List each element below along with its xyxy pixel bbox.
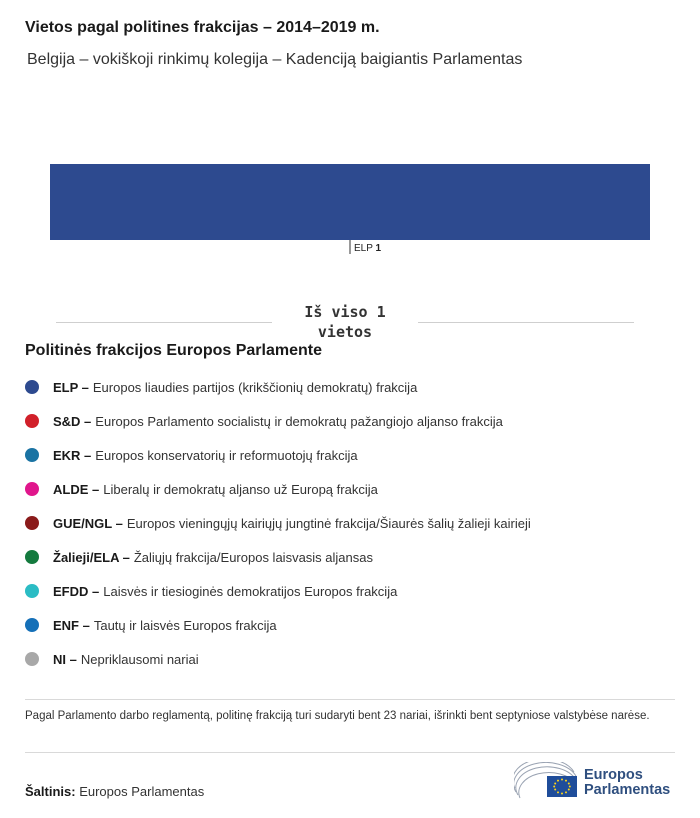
legend-dot — [25, 516, 39, 530]
logo-text — [584, 768, 670, 798]
total-seats — [272, 302, 418, 342]
total-seats-line1: Iš viso 1 — [304, 303, 386, 321]
legend-item-enf — [25, 608, 531, 642]
legend-abbr: ELP – — [53, 379, 89, 395]
legend — [25, 370, 531, 676]
source-value: Europos Parlamentas — [79, 784, 205, 799]
legend-title: Politinės frakcijos Europos Parlamente — [25, 342, 322, 359]
chart-subtitle: Belgija – vokiškoji rinkimų kolegija – Kadenciją baigiantis Parlamentas — [27, 51, 523, 68]
total-divider-right — [418, 322, 634, 323]
legend-abbr: GUE/NGL – — [53, 515, 123, 531]
legend-desc: Laisvės ir tiesioginės demokratijos Europos frakcija — [103, 583, 398, 599]
bar-label: ELP 1 — [354, 243, 382, 254]
legend-desc: Europos vieningųjų kairiųjų jungtinė frakcija/Šiaurės šalių žalieji kairieji — [126, 515, 531, 531]
source — [25, 784, 204, 799]
divider — [25, 699, 675, 700]
footnote: Pagal Parlamento darbo reglamentą, politinę frakciją turi sudaryti bent 23 nariai, išrinkti bent septyniose valstybėse narėse. — [25, 710, 650, 722]
legend-desc: Žaliųjų frakcija/Europos laisvasis aljansas — [133, 549, 373, 565]
legend-abbr: Žalieji/ELA – — [53, 549, 130, 565]
legend-desc: Europos Parlamento socialistų ir demokratų pažangiojo aljanso frakcija — [95, 413, 503, 429]
total-divider-left — [56, 322, 272, 323]
legend-abbr: EKR – — [53, 447, 92, 463]
legend-abbr: EFDD – — [53, 583, 100, 599]
legend-desc: Tautų ir laisvės Europos frakcija — [93, 617, 277, 633]
legend-item-ni — [25, 642, 531, 676]
legend-dot — [25, 380, 39, 394]
legend-dot — [25, 618, 39, 632]
legend-dot — [25, 550, 39, 564]
legend-dot — [25, 584, 39, 598]
chart-title: Vietos pagal politines frakcijas – 2014–2019 m. — [25, 19, 380, 36]
legend-item-sd — [25, 404, 531, 438]
legend-abbr: ENF – — [53, 617, 90, 633]
legend-abbr: NI – — [53, 651, 77, 667]
legend-item-efdd — [25, 574, 531, 608]
logo-text-line1: Europos — [584, 767, 643, 783]
legend-item-zalieji-ela — [25, 540, 531, 574]
legend-desc: Liberalų ir demokratų aljanso už Europą frakcija — [103, 481, 378, 497]
legend-desc: Europos liaudies partijos (krikščionių demokratų) frakcija — [92, 379, 418, 395]
legend-dot — [25, 652, 39, 666]
legend-dot — [25, 482, 39, 496]
legend-abbr: ALDE – — [53, 481, 100, 497]
legend-item-alde — [25, 472, 531, 506]
legend-abbr: S&D – — [53, 413, 92, 429]
legend-item-gue-ngl — [25, 506, 531, 540]
european-parliament-logo — [514, 762, 684, 802]
bar-elp — [50, 164, 650, 240]
legend-desc: Nepriklausomi nariai — [80, 651, 199, 667]
legend-dot — [25, 414, 39, 428]
source-label: Šaltinis: — [25, 784, 76, 799]
logo-text-line2: Parlamentas — [584, 782, 671, 798]
divider — [25, 752, 675, 753]
legend-item-elp — [25, 370, 531, 404]
legend-item-ekr — [25, 438, 531, 472]
total-seats-line2: vietos — [317, 323, 373, 341]
seat-bar-chart — [0, 150, 700, 260]
legend-dot — [25, 448, 39, 462]
legend-desc: Europos konservatorių ir reformuotojų frakcija — [95, 447, 358, 463]
parliament-emblem-icon — [514, 762, 580, 802]
